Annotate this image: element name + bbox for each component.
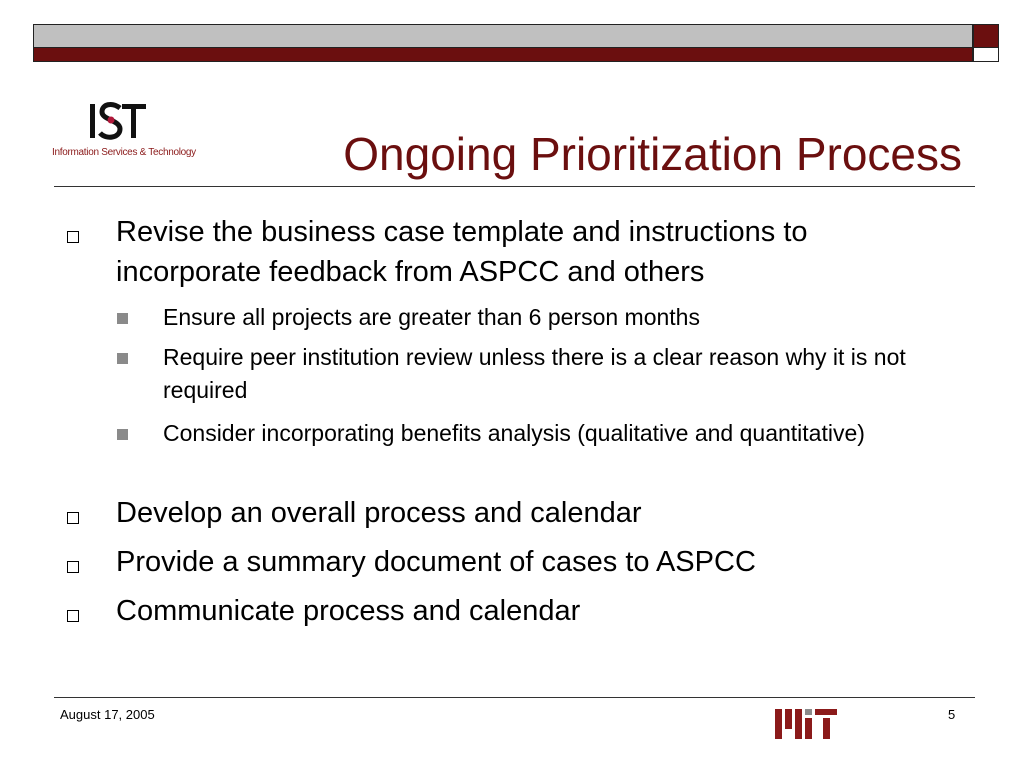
top-decorative-bar: [33, 24, 999, 64]
mit-logo: [775, 709, 837, 739]
square-bullet-icon: [67, 512, 79, 524]
sub-bullet-peer-review: Require peer institution review unless there is a clear reason why it is not required: [163, 344, 906, 403]
footer-date: August 17, 2005: [60, 707, 155, 722]
page-number: 5: [948, 707, 956, 722]
bullet-develop: Develop an overall process and calendar: [116, 497, 642, 529]
sub-bullet-benefits: Consider incorporating benefits analysis (qualitative and quantitative): [163, 420, 865, 446]
logo-subtitle: Information Services & Technology: [52, 147, 196, 158]
square-bullet-icon: [67, 610, 79, 622]
square-bullet-icon: [67, 561, 79, 573]
square-bullet-icon: [67, 231, 79, 243]
bullet-communicate: Communicate process and calendar: [116, 595, 581, 627]
top-bar-square-red: [973, 24, 999, 48]
title-divider: [54, 186, 975, 187]
slide-title: Ongoing Prioritization Process: [343, 128, 962, 180]
sub-bullet-ensure: Ensure all projects are greater than 6 person months: [163, 304, 700, 330]
top-bar-square-white: [973, 47, 999, 62]
filled-square-bullet-icon: [117, 429, 128, 440]
bullet-summary: Provide a summary document of cases to ASPCC: [116, 546, 756, 578]
filled-square-bullet-icon: [117, 313, 128, 324]
top-bar-red: [33, 47, 973, 62]
top-bar-gray: [33, 24, 973, 48]
footer-divider: [54, 697, 975, 698]
filled-square-bullet-icon: [117, 353, 128, 364]
bullet-revise: Revise the business case template and instructions to incorporate feedback from ASPCC and others: [116, 216, 808, 288]
